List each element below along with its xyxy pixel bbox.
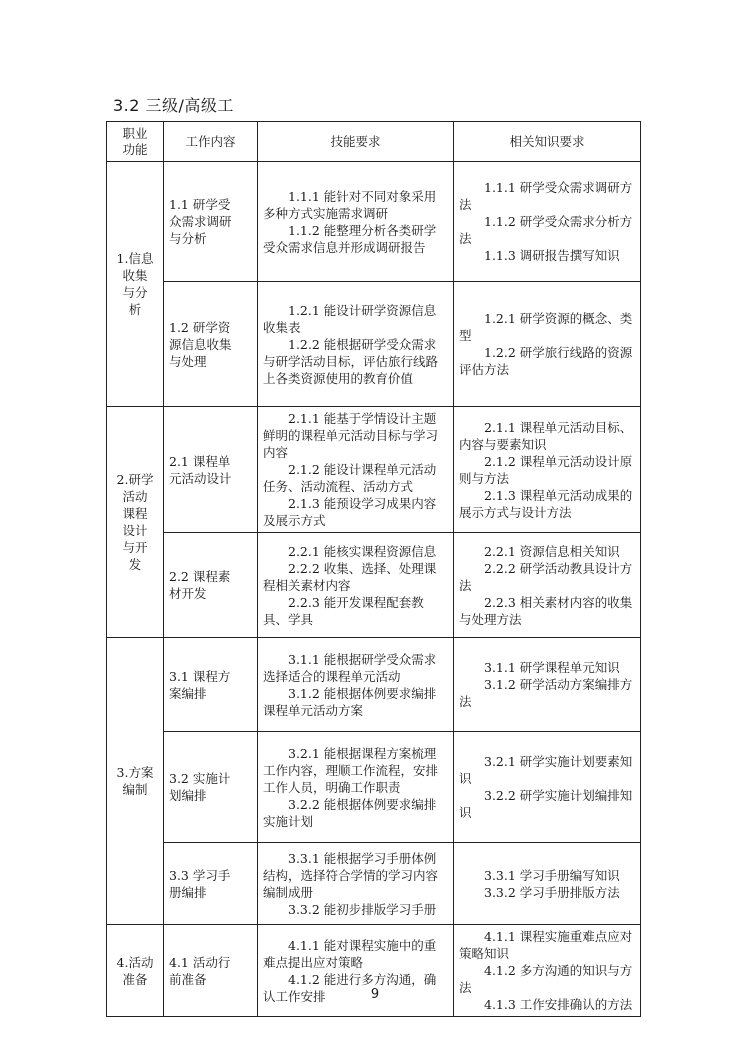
table-row — [107, 732, 641, 843]
knowledge-item: 4.1.1 课程实施重难点应对策略知识 — [459, 929, 633, 961]
header-skills: 技能要求 — [258, 122, 454, 162]
skill-requirements-cell — [258, 732, 454, 843]
function-label-line: 活动 — [122, 489, 148, 504]
section-title: 3.2 三级/高级工 — [113, 96, 234, 115]
work-content-line: 2.2 课程素 — [169, 569, 231, 584]
work-content-cell — [164, 843, 258, 925]
function-label-line: 析 — [128, 302, 142, 317]
knowledge-requirements-cell — [454, 843, 641, 925]
table-row — [107, 638, 641, 732]
function-label-line: 4.活动 — [116, 954, 154, 970]
table-row — [107, 162, 641, 282]
function-label-line: 2.研学 — [116, 472, 154, 487]
work-content-line: 3.3 学习手 — [169, 867, 231, 883]
function-cell — [107, 925, 164, 1017]
knowledge-item: 1.2.1 研学资源的概念、类型 — [459, 311, 633, 343]
knowledge-item: 2.2.3 相关素材内容的收集与处理方法 — [459, 594, 633, 627]
work-content-line: 3.1 课程方 — [169, 668, 231, 684]
function-label-line: 编制 — [122, 782, 148, 797]
knowledge-item: 4.1.3 工作安排确认的方法 — [484, 997, 633, 1012]
skill-item: 2.2.3 能开发课程配套教具、学具 — [263, 594, 424, 627]
function-label-line: 1.信息 — [116, 251, 154, 266]
table-header-row — [107, 122, 641, 162]
skill-item: 2.2.2 收集、选择、处理课程相关素材内容 — [263, 560, 437, 593]
knowledge-item: 2.2.2 研学活动教具设计方法 — [459, 560, 633, 593]
table-row — [107, 407, 641, 533]
header-function: 职业 功能 — [107, 122, 164, 162]
skill-item: 2.1.2 能设计课程单元活动任务、活动流程、活动方式 — [263, 462, 437, 494]
knowledge-item: 1.1.1 研学受众需求调研方法 — [459, 180, 633, 212]
page-number: 9 — [370, 987, 380, 1002]
skill-item: 1.2.2 能根据研学受众需求与研学活动目标，评估旅行线路上各类资源使用的教育价值 — [263, 336, 439, 386]
skill-requirements-cell — [258, 533, 454, 638]
knowledge-item: 3.1.2 研学活动方案编排方法 — [459, 677, 633, 709]
skill-item: 1.2.1 能设计研学资源信息收集表 — [263, 302, 437, 335]
knowledge-item: 3.3.2 学习手册排版方法 — [484, 884, 620, 900]
knowledge-requirements-cell — [454, 407, 641, 533]
skill-requirements-cell — [258, 925, 454, 1017]
knowledge-item: 2.2.1 资源信息相关知识 — [484, 543, 620, 559]
function-label-line: 收集 — [122, 268, 148, 283]
work-content-line: 2.1 课程单 — [169, 453, 231, 469]
header-knowledge: 相关知识要求 — [454, 122, 641, 162]
work-content-cell — [164, 533, 258, 638]
skill-requirements-cell — [258, 162, 454, 282]
knowledge-item: 3.2.1 研学实施计划要素知识 — [459, 754, 633, 786]
work-content-cell — [164, 162, 258, 282]
function-cell — [107, 162, 164, 407]
work-content-line: 源信息收集 — [169, 336, 232, 352]
skill-item: 3.1.2 能根据体例要求编排课程单元活动方案 — [263, 685, 437, 718]
work-content-cell — [164, 732, 258, 843]
work-content-line: 册编排 — [169, 884, 207, 900]
work-content-line: 与处理 — [169, 353, 207, 369]
function-label-line: 设计 — [122, 523, 148, 538]
knowledge-item: 1.1.3 调研报告撰写知识 — [484, 248, 620, 263]
knowledge-item: 1.1.2 研学受众需求分析方法 — [459, 214, 633, 246]
skill-requirements-cell — [258, 843, 454, 925]
work-content-line: 4.1 活动行 — [169, 954, 231, 970]
knowledge-item: 1.2.2 研学旅行线路的资源评估方法 — [459, 345, 633, 377]
function-cell — [107, 407, 164, 638]
skill-item: 3.3.1 能根据学习手册体例结构，选择符合学情的学习内容编制成册 — [263, 850, 439, 900]
work-content-cell — [164, 407, 258, 533]
knowledge-item: 3.2.2 研学实施计划编排知识 — [459, 788, 633, 820]
skill-item: 3.1.1 能根据研学受众需求选择适合的课程单元活动 — [263, 651, 437, 684]
knowledge-requirements-cell — [454, 732, 641, 843]
knowledge-requirements-cell — [454, 638, 641, 732]
skill-requirements-table — [106, 121, 641, 1017]
work-content-line: 与分析 — [169, 231, 207, 246]
knowledge-item: 2.1.2 课程单元活动设计原则与方法 — [459, 453, 633, 486]
knowledge-item: 2.1.3 课程单元活动成果的展示方式与设计方法 — [459, 487, 633, 520]
header-content: 工作内容 — [164, 122, 258, 162]
skill-requirements-cell — [258, 282, 454, 407]
skill-item: 2.2.1 能核实课程资源信息 — [288, 543, 437, 559]
knowledge-requirements-cell — [454, 925, 641, 1017]
table-row — [107, 925, 641, 1017]
function-label-line: 3.方案 — [116, 765, 154, 780]
work-content-line: 案编排 — [169, 685, 207, 701]
work-content-line: 元活动设计 — [169, 470, 232, 486]
work-content-line: 1.2 研学资 — [169, 319, 231, 335]
knowledge-requirements-cell — [454, 162, 641, 282]
table-body — [107, 162, 641, 1017]
knowledge-item: 2.1.1 课程单元活动目标、内容与要素知识 — [459, 419, 633, 452]
function-label-line: 课程 — [122, 506, 148, 521]
table-row — [107, 843, 641, 925]
work-content-line: 划编排 — [169, 788, 207, 803]
skill-item: 2.1.3 能预设学习成果内容及展示方式 — [263, 496, 437, 528]
skill-item: 1.1.1 能针对不同对象采用多种方式实施需求调研 — [263, 188, 437, 221]
skill-requirements-cell — [258, 407, 454, 533]
function-label-line: 发 — [128, 557, 142, 572]
function-label-line: 与开 — [122, 540, 148, 555]
knowledge-item: 3.3.1 学习手册编写知识 — [484, 867, 620, 883]
work-content-line: 1.1 研学受 — [169, 197, 231, 212]
work-content-line: 3.2 实施计 — [169, 771, 231, 786]
skill-item: 3.2.1 能根据课程方案梳理工作内容，理顺工作流程，安排工作人员，明确工作职责 — [263, 745, 439, 795]
work-content-line: 众需求调研 — [169, 214, 232, 229]
skill-item: 4.1.1 能对课程实施中的重难点提出应对策略 — [263, 937, 437, 970]
table-row — [107, 533, 641, 638]
skill-item: 4.1.2 能进行多方沟通，确认工作安排 — [263, 971, 437, 1004]
work-content-cell — [164, 925, 258, 1017]
knowledge-item: 4.1.2 多方沟通的知识与方法 — [459, 963, 633, 995]
table-row — [107, 282, 641, 407]
skill-item: 2.1.1 能基于学情设计主题鲜明的课程单元活动目标与学习内容 — [263, 411, 439, 460]
knowledge-requirements-cell — [454, 533, 641, 638]
work-content-cell — [164, 282, 258, 407]
function-label-line: 准备 — [122, 971, 148, 987]
skill-item: 3.3.2 能初步排版学习手册 — [288, 901, 437, 917]
work-content-cell — [164, 638, 258, 732]
knowledge-requirements-cell — [454, 282, 641, 407]
function-label-line: 与分 — [122, 285, 148, 300]
skill-item: 3.2.2 能根据体例要求编排实施计划 — [263, 796, 437, 829]
function-cell — [107, 638, 164, 925]
knowledge-item: 3.1.1 研学课程单元知识 — [484, 660, 620, 675]
skill-item: 1.1.2 能整理分析各类研学受众需求信息并形成调研报告 — [263, 222, 437, 255]
work-content-line: 材开发 — [169, 586, 207, 601]
skill-requirements-cell — [258, 638, 454, 732]
work-content-line: 前准备 — [169, 971, 207, 987]
